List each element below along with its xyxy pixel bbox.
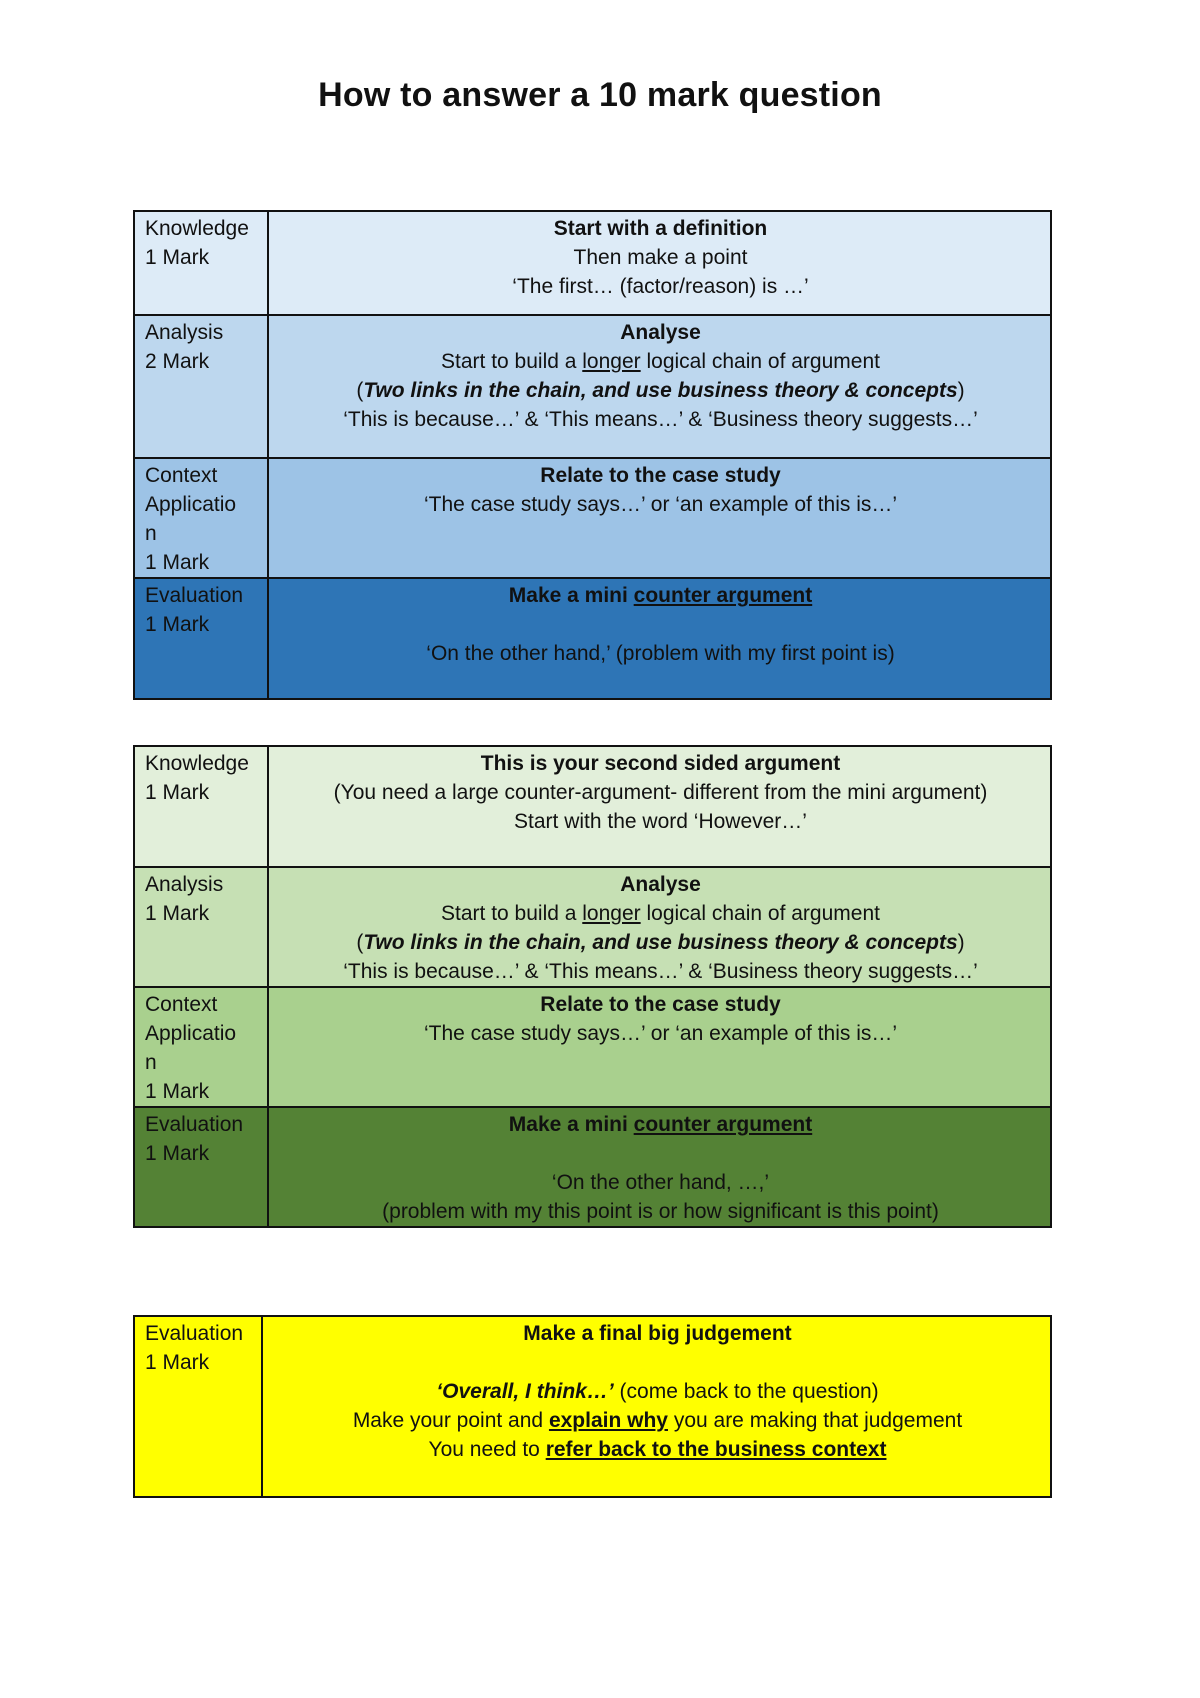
row-content: Start with a definition Then make a point ‘The first… (factor/reason) is …’ [268, 211, 1051, 315]
row-content: Relate to the case study ‘The case study says…’ or ‘an example of this is…’ [268, 987, 1051, 1107]
analysis-row [134, 315, 1051, 458]
row-label: Analysis 1 Mark [134, 867, 268, 987]
context-application-row [134, 987, 1051, 1107]
evaluation-row [134, 578, 1051, 699]
row-label: Context Applicatio n 1 Mark [134, 458, 268, 578]
row-content: Relate to the case study ‘The case study says…’ or ‘an example of this is…’ [268, 458, 1051, 578]
row-label: Evaluation 1 Mark [134, 578, 268, 699]
row-content: Analyse Start to build a longer logical chain of argument (Two links in the chain, and use business theory & concepts) ‘This is because…’ & ‘This means…’ & ‘Business theory suggests…’ [268, 867, 1051, 987]
row-label: Evaluation 1 Mark [134, 1107, 268, 1227]
analysis-row [134, 867, 1051, 987]
row-heading: Relate to the case study [540, 464, 781, 487]
row-heading: Make a mini counter argument [508, 584, 813, 607]
row-heading: Start with a definition [553, 217, 768, 240]
row-content: This is your second sided argument (You need a large counter-argument- different from the mini argument) Start with the word ‘However…’ [268, 746, 1051, 867]
row-label: Knowledge 1 Mark [134, 746, 268, 867]
final-judgement-table [133, 1315, 1052, 1498]
row-content: Make a mini counter argument ‘On the other hand,’ (problem with my first point is) [268, 578, 1051, 699]
row-heading: Analyse [620, 873, 701, 896]
knowledge-row [134, 211, 1051, 315]
final-evaluation-row [134, 1316, 1051, 1497]
row-heading: Make a mini counter argument [508, 1113, 813, 1136]
row-label: Evaluation 1 Mark [134, 1316, 262, 1497]
first-argument-table [133, 210, 1052, 700]
row-content: Analyse Start to build a longer logical chain of argument (Two links in the chain, and use business theory & concepts) ‘This is because…’ & ‘This means…’ & ‘Business theory suggests…’ [268, 315, 1051, 458]
row-heading: Make a final big judgement [523, 1322, 792, 1345]
row-content: Make a final big judgement ‘Overall, I think…’ (come back to the question) Make your point and explain why you are making that judgement You need to refer back to the business context [262, 1316, 1051, 1497]
row-label: Analysis 2 Mark [134, 315, 268, 458]
row-heading: Analyse [620, 321, 701, 344]
knowledge-row [134, 746, 1051, 867]
evaluation-row [134, 1107, 1051, 1227]
context-application-row [134, 458, 1051, 578]
row-content: Make a mini counter argument ‘On the other hand, …,’ (problem with my this point is or how significant is this point) [268, 1107, 1051, 1227]
row-label: Knowledge 1 Mark [134, 211, 268, 315]
row-heading: This is your second sided argument [480, 752, 841, 775]
row-heading: Relate to the case study [540, 993, 781, 1016]
row-label: Context Applicatio n 1 Mark [134, 987, 268, 1107]
page-title: How to answer a 10 mark question [318, 76, 882, 114]
second-argument-table [133, 745, 1052, 1228]
